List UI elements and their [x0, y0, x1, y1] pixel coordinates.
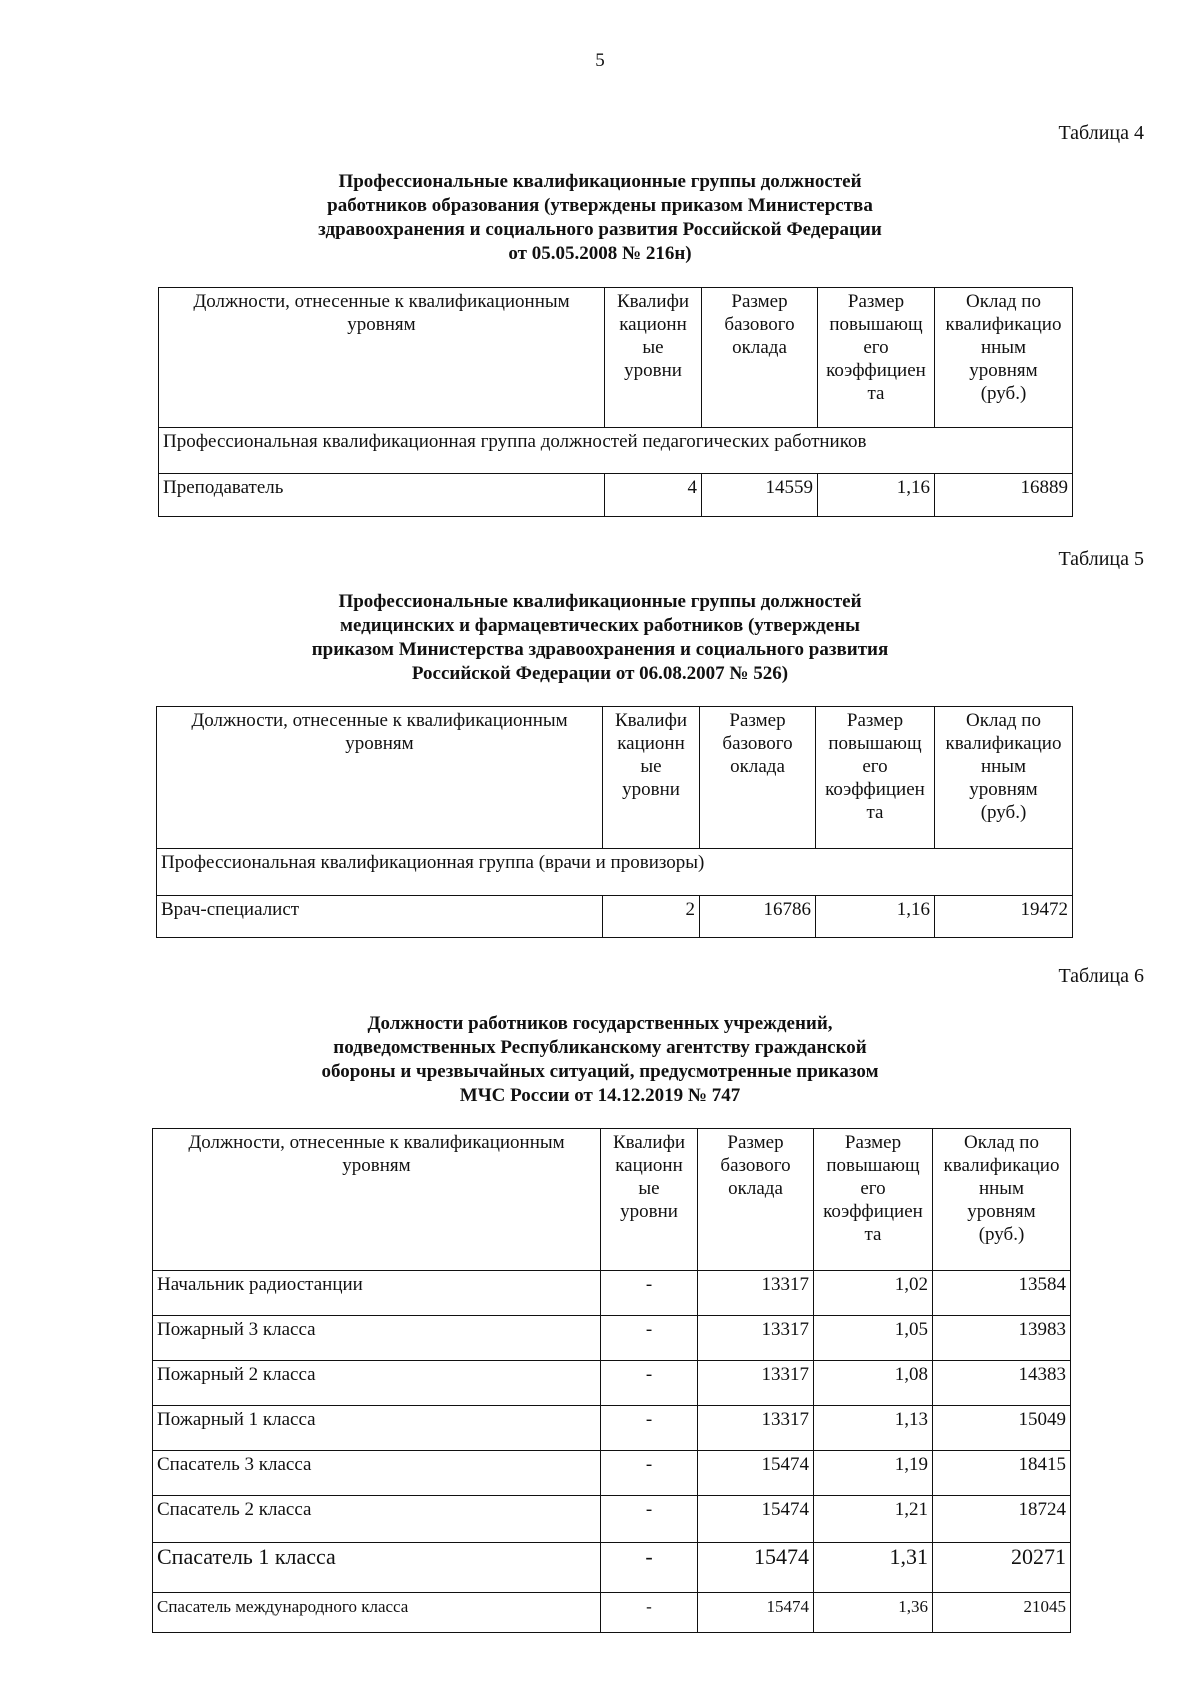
header-line: базового [720, 1155, 791, 1176]
table6 [152, 1128, 1071, 1633]
coef-value: 1,21 [814, 1496, 933, 1543]
coef-value: 1,19 [814, 1451, 933, 1496]
header-line: коэффициен [825, 779, 925, 800]
header-line: коэффициен [826, 360, 926, 381]
table-row [153, 1406, 1071, 1451]
header-line: та [867, 383, 885, 404]
header-line: ые [638, 1178, 660, 1199]
table-header-row [157, 707, 1073, 849]
table4-title-line: здравоохранения и социального развития Российской Федерации [318, 219, 882, 240]
header-line: та [866, 802, 884, 823]
header-line: та [864, 1224, 882, 1245]
salary-value: 14383 [933, 1361, 1071, 1406]
position-name: Пожарный 1 класса [153, 1406, 601, 1451]
header-line: квалификацио [945, 733, 1062, 754]
table-row [153, 1316, 1071, 1361]
position-name: Преподаватель [159, 474, 605, 517]
table-row [153, 1361, 1071, 1406]
header-base [700, 707, 816, 849]
header-line: коэффициен [823, 1201, 923, 1222]
group-name: Профессиональная квалификационная группа (врачи и провизоры) [157, 849, 1073, 896]
header-coef [814, 1129, 933, 1271]
header-line: кационн [617, 733, 685, 754]
level-value: - [601, 1316, 698, 1361]
table-row [153, 1451, 1071, 1496]
header-positions: Должности, отнесенные к квалификационным уровням [153, 1129, 601, 1271]
table6-title-line: обороны и чрезвычайных ситуаций, предусмотренные приказом [321, 1061, 879, 1082]
header-line: базового [724, 314, 795, 335]
header-line: базового [722, 733, 793, 754]
header-line: Размер [731, 291, 788, 312]
header-line: Размер [847, 291, 905, 312]
coef-value: 1,08 [814, 1361, 933, 1406]
table-header-row [159, 288, 1073, 428]
header-levels [603, 707, 700, 849]
header-line: оклада [732, 337, 787, 358]
header-line: повышающ [826, 1155, 920, 1176]
header-base [698, 1129, 814, 1271]
table4 [158, 287, 1073, 517]
header-line: Размер [729, 710, 786, 731]
header-line: Квалифи [612, 1132, 686, 1153]
header-line: Квалифи [614, 710, 688, 731]
position-name: Спасатель международного класса [153, 1593, 601, 1633]
salary-value: 19472 [935, 896, 1073, 938]
header-positions: Должности, отнесенные к квалификационным уровням [159, 288, 605, 428]
table4-label: Таблица 4 [1058, 122, 1144, 144]
header-line: уровням [969, 360, 1038, 381]
header-base [702, 288, 818, 428]
header-line: оклада [728, 1178, 783, 1199]
header-line: нным [980, 756, 1027, 777]
table4-title [0, 170, 1200, 266]
page-number: 5 [595, 50, 605, 71]
coef-value: 1,36 [814, 1593, 933, 1633]
header-line: кационн [615, 1155, 683, 1176]
header-line: Размер [846, 710, 904, 731]
header-line: Размер [844, 1132, 902, 1153]
header-line: уровням [967, 1201, 1036, 1222]
table6-title-line: подведомственных Республиканскому агентству гражданской [333, 1037, 867, 1058]
header-levels [605, 288, 702, 428]
header-line: нным [978, 1178, 1025, 1199]
table5-title-line: Российской Федерации от 06.08.2007 № 526) [411, 663, 789, 684]
salary-value: 20271 [933, 1543, 1071, 1593]
salary-value: 16889 [935, 474, 1073, 517]
base-value: 16786 [700, 896, 816, 938]
table4-title-line: работников образования (утверждены приказом Министерства [327, 195, 873, 216]
table5-title [0, 590, 1200, 686]
coef-value: 1,16 [818, 474, 935, 517]
group-name: Профессиональная квалификационная группа должностей педагогических работников [159, 428, 1073, 474]
header-line: Оклад по [966, 710, 1041, 731]
base-value: 15474 [698, 1496, 814, 1543]
header-coef [816, 707, 935, 849]
coef-value: 1,16 [816, 896, 935, 938]
level-value: - [601, 1593, 698, 1633]
header-line: его [863, 337, 889, 358]
level-value: - [601, 1496, 698, 1543]
header-line: повышающ [828, 733, 922, 754]
level-value: 2 [603, 896, 700, 938]
table-row [153, 1593, 1071, 1633]
header-levels [601, 1129, 698, 1271]
header-line: уровни [624, 360, 682, 381]
table5-label: Таблица 5 [1058, 548, 1144, 570]
coef-value: 1,31 [814, 1543, 933, 1593]
table-row [157, 896, 1073, 938]
table4-title-line: Профессиональные квалификационные группы должностей [338, 171, 862, 192]
table-header-row [153, 1129, 1071, 1271]
header-line: кационн [619, 314, 687, 335]
header-line: Оклад по [966, 291, 1041, 312]
header-coef [818, 288, 935, 428]
header-line: повышающ [829, 314, 923, 335]
table-row [159, 474, 1073, 517]
base-value: 13317 [698, 1316, 814, 1361]
position-name: Пожарный 2 класса [153, 1361, 601, 1406]
header-line: уровни [620, 1201, 678, 1222]
table5 [156, 706, 1073, 938]
salary-value: 18724 [933, 1496, 1071, 1543]
level-value: - [601, 1451, 698, 1496]
position-name: Начальник радиостанции [153, 1271, 601, 1316]
base-value: 13317 [698, 1271, 814, 1316]
level-value: - [601, 1361, 698, 1406]
base-value: 13317 [698, 1406, 814, 1451]
coef-value: 1,13 [814, 1406, 933, 1451]
header-salary [935, 288, 1073, 428]
position-name: Спасатель 3 класса [153, 1451, 601, 1496]
group-row [159, 428, 1073, 474]
header-positions: Должности, отнесенные к квалификационным уровням [157, 707, 603, 849]
base-value: 15474 [698, 1593, 814, 1633]
table-row [153, 1496, 1071, 1543]
header-line: его [860, 1178, 886, 1199]
header-line: (руб.) [978, 1224, 1025, 1245]
table5-title-line: приказом Министерства здравоохранения и социального развития [311, 639, 889, 660]
header-salary [933, 1129, 1071, 1271]
level-value: - [601, 1406, 698, 1451]
header-line: Оклад по [964, 1132, 1039, 1153]
header-line: его [862, 756, 888, 777]
table4-title-line: от 05.05.2008 № 216н) [508, 243, 692, 264]
header-line: Квалифи [616, 291, 690, 312]
table-row [153, 1543, 1071, 1593]
header-line: ые [642, 337, 664, 358]
coef-value: 1,02 [814, 1271, 933, 1316]
header-line: уровням [969, 779, 1038, 800]
header-line: уровни [622, 779, 680, 800]
level-value: - [601, 1543, 698, 1593]
header-salary [935, 707, 1073, 849]
table6-title-line: МЧС России от 14.12.2019 № 747 [459, 1085, 741, 1106]
header-line: квалификацио [943, 1155, 1060, 1176]
base-value: 13317 [698, 1361, 814, 1406]
base-value: 15474 [698, 1451, 814, 1496]
salary-value: 18415 [933, 1451, 1071, 1496]
salary-value: 13584 [933, 1271, 1071, 1316]
header-line: ые [640, 756, 662, 777]
table6-title [0, 1012, 1200, 1108]
position-name: Спасатель 1 класса [153, 1543, 601, 1593]
header-line: (руб.) [980, 383, 1027, 404]
table-row [153, 1271, 1071, 1316]
table6-title-line: Должности работников государственных учреждений, [367, 1013, 833, 1034]
base-value: 15474 [698, 1543, 814, 1593]
table5-title-line: медицинских и фармацевтических работников (утверждены [340, 615, 860, 636]
salary-value: 13983 [933, 1316, 1071, 1361]
header-line: (руб.) [980, 802, 1027, 823]
level-value: 4 [605, 474, 702, 517]
header-line: квалификацио [945, 314, 1062, 335]
header-line: нным [980, 337, 1027, 358]
salary-value: 15049 [933, 1406, 1071, 1451]
header-line: оклада [730, 756, 785, 777]
salary-value: 21045 [933, 1593, 1071, 1633]
position-name: Пожарный 3 класса [153, 1316, 601, 1361]
position-name: Врач-специалист [157, 896, 603, 938]
table6-label: Таблица 6 [1058, 965, 1144, 987]
position-name: Спасатель 2 класса [153, 1496, 601, 1543]
level-value: - [601, 1271, 698, 1316]
group-row [157, 849, 1073, 896]
header-line: Размер [727, 1132, 784, 1153]
table5-title-line: Профессиональные квалификационные группы должностей [338, 591, 862, 612]
base-value: 14559 [702, 474, 818, 517]
coef-value: 1,05 [814, 1316, 933, 1361]
